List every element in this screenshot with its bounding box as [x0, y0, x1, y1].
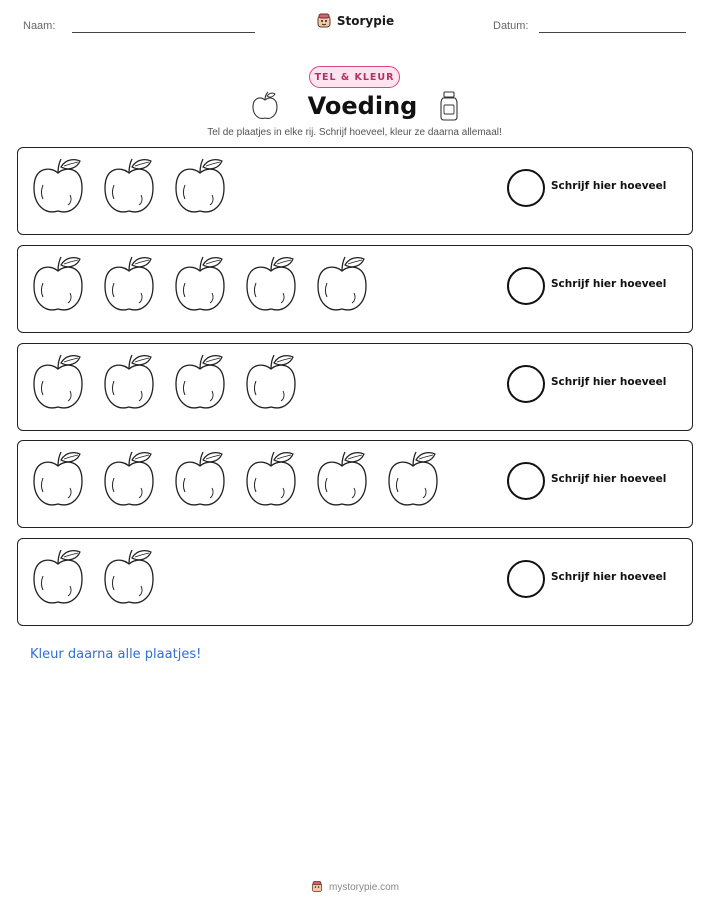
answer-circle[interactable]: [507, 267, 545, 305]
apple-icon: [243, 448, 300, 512]
answer-circle[interactable]: [507, 365, 545, 403]
apple-icon: [314, 253, 371, 317]
apple-icon: [243, 351, 300, 415]
storypie-logo-icon: [310, 880, 324, 894]
apple-icon: [172, 155, 229, 219]
apple-icon: [101, 351, 158, 415]
apple-icon: [172, 253, 229, 317]
apple-icon: [172, 448, 229, 512]
name-line[interactable]: [72, 32, 255, 33]
storypie-logo-icon: [315, 12, 333, 30]
apple-icon: [101, 155, 158, 219]
apple-icon: [30, 448, 87, 512]
name-label: Naam:: [23, 20, 56, 32]
apple-icon: [101, 448, 158, 512]
apple-icon: [172, 351, 229, 415]
jar-icon: [439, 90, 459, 122]
counting-row: [17, 538, 693, 626]
apple-group: [30, 448, 442, 512]
apple-group: [30, 155, 229, 219]
apple-icon: [101, 546, 158, 610]
date-label: Datum:: [493, 20, 529, 32]
apple-group: [30, 253, 371, 317]
apple-icon: [30, 351, 87, 415]
answer-circle[interactable]: [507, 462, 545, 500]
counting-row: [17, 147, 693, 235]
instructions: Tel de plaatjes in elke rij. Schrijf hoeveel, kleur ze daarna allemaal!: [207, 127, 502, 138]
brand-name: Storypie: [336, 14, 395, 28]
apple-icon: [385, 448, 442, 512]
answer-circle[interactable]: [507, 169, 545, 207]
page-title: Voeding: [307, 92, 418, 120]
apple-group: [30, 546, 158, 610]
answer-label: Schrijf hier hoeveel: [551, 571, 667, 583]
apple-icon: [30, 546, 87, 610]
apple-icon: [30, 155, 87, 219]
answer-label: Schrijf hier hoeveel: [551, 376, 667, 388]
brand: [0, 12, 709, 30]
apple-icon: [243, 253, 300, 317]
apple-icon: [314, 448, 371, 512]
answer-label: Schrijf hier hoeveel: [551, 473, 667, 485]
apple-icon: [30, 253, 87, 317]
category-tag: TEL & KLEUR: [309, 66, 400, 88]
counting-row: [17, 440, 693, 528]
answer-circle[interactable]: [507, 560, 545, 598]
footer-note: Kleur daarna alle plaatjes!: [30, 647, 202, 662]
answer-label: Schrijf hier hoeveel: [551, 278, 667, 290]
apple-icon: [250, 90, 280, 122]
answer-label: Schrijf hier hoeveel: [551, 180, 667, 192]
title-row: [0, 90, 709, 122]
site-url: mystorypie.com: [328, 881, 399, 893]
counting-row: [17, 245, 693, 333]
apple-icon: [101, 253, 158, 317]
site-footer: [0, 880, 709, 894]
apple-group: [30, 351, 300, 415]
counting-row: [17, 343, 693, 431]
date-line[interactable]: [539, 32, 686, 33]
